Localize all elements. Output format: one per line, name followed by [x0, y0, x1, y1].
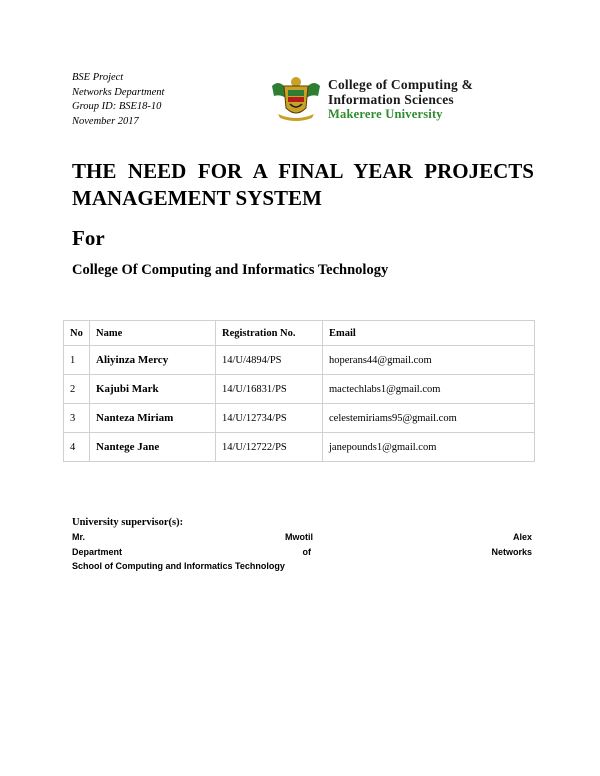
cell-email: hoperans44@gmail.com [323, 346, 535, 375]
cell-email: mactechlabs1@gmail.com [323, 375, 535, 404]
cell-registration: 14/U/4894/PS [216, 346, 323, 375]
supervisor-school-line [72, 559, 532, 574]
supervisor-given-name: Alex [512, 532, 532, 542]
cell-name: Kajubi Mark [90, 375, 216, 404]
project-meta [72, 71, 164, 129]
title-line-2: MANAGEMENT SYSTEM [72, 186, 322, 210]
supervisor-heading: University supervisor(s): [72, 517, 184, 528]
meta-group-id: Group ID: BSE18-10 [72, 101, 162, 112]
supervisor-surname: Mwotil [285, 532, 313, 542]
table-row [64, 346, 535, 375]
for-heading: For [72, 226, 105, 250]
group-members-table [63, 320, 535, 462]
department-word: Department [72, 546, 123, 557]
logo-line-3: Makerere University [328, 107, 443, 121]
cell-registration: 14/U/16831/PS [216, 375, 323, 404]
meta-date: November 2017 [72, 115, 139, 127]
header-email: Email [323, 321, 535, 346]
logo-line-1: College of Computing & [328, 77, 474, 92]
document-title [72, 158, 534, 212]
table-row [64, 404, 535, 433]
cell-registration: 14/U/12734/PS [216, 404, 323, 433]
college-heading: College Of Computing and Informatics Technology [72, 262, 389, 278]
header-name: Name [90, 321, 216, 346]
table-row [64, 375, 535, 404]
school-name: School of Computing and Informatics Technology [72, 561, 285, 571]
supervisor-department-line [72, 545, 532, 560]
cell-name: Aliyinza Mercy [90, 346, 216, 375]
cell-name: Nanteza Miriam [90, 404, 216, 433]
title-line-1: THE NEED FOR A FINAL YEAR PROJECTS [72, 159, 534, 183]
cell-no: 1 [64, 346, 90, 375]
meta-department: Networks Department [72, 86, 165, 98]
of-word: of [302, 546, 311, 557]
supervisor-section [72, 517, 532, 574]
supervisor-name-line [72, 530, 532, 545]
supervisor-title: Mr. [72, 532, 86, 542]
header-registration: Registration No. [216, 321, 323, 346]
makerere-crest-icon [268, 74, 324, 122]
table-header-row [64, 321, 535, 346]
college-logo [268, 72, 530, 124]
cell-email: janepounds1@gmail.com [323, 433, 535, 462]
department-name: Networks [491, 546, 532, 557]
cell-no: 2 [64, 375, 90, 404]
cell-registration: 14/U/12722/PS [216, 433, 323, 462]
cell-no: 4 [64, 433, 90, 462]
header-no: No [64, 321, 90, 346]
logo-line-2: Information Sciences [328, 92, 454, 107]
meta-project: BSE Project [72, 72, 124, 83]
cell-no: 3 [64, 404, 90, 433]
cell-name: Nantege Jane [90, 433, 216, 462]
cell-email: celestemiriams95@gmail.com [323, 404, 535, 433]
table-row [64, 433, 535, 462]
